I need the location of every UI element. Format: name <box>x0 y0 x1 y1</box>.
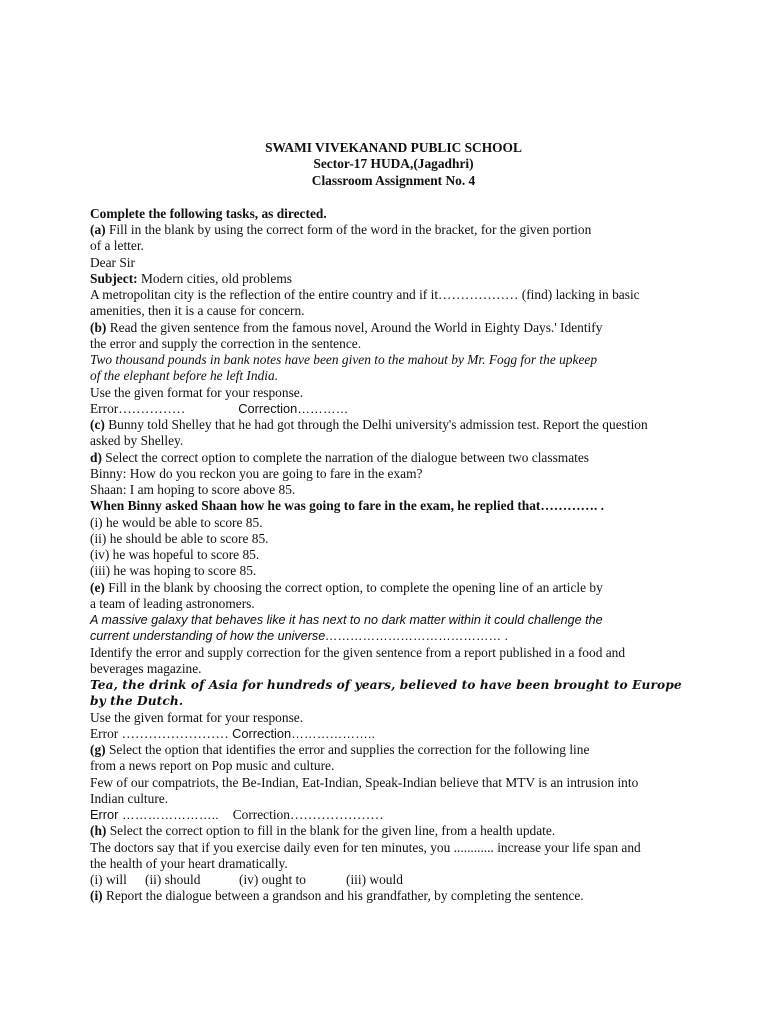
question-i-tag: (i) <box>90 888 103 904</box>
instruction: Complete the following tasks, as directed. <box>90 205 327 221</box>
option-d-4: (iii) he was hoping to score 85. <box>90 563 257 579</box>
salutation: Dear Sir <box>90 254 135 270</box>
question-b-text: Read the given sentence from the famous novel, Around the World in Eighty Days.' Identify <box>106 319 603 335</box>
question-g-text-2: from a news report on Pop music and culture. <box>90 758 335 774</box>
question-e-text: Fill in the blank by choosing the correct option, to complete the opening line of an article by <box>104 579 603 595</box>
question-g-text: Select the option that identifies the error and supplies the correction for the following line <box>105 742 590 757</box>
question-a-text-2: of a letter. <box>90 238 144 254</box>
response-format-e <box>90 726 700 742</box>
identify-e-2: beverages magazine. <box>90 660 202 676</box>
decorative-quote-2: by the Dutch. <box>90 694 184 709</box>
question-h-tag: (h) <box>90 823 107 839</box>
options-h <box>90 872 700 888</box>
option-d-2: (ii) he should be able to score 85. <box>90 530 269 546</box>
quote-b-1: Two thousand pounds in bank notes have been given to the mahout by Mr. Fogg for the upkeep <box>90 352 598 367</box>
error-blank-g: Error ………………….. <box>90 807 219 822</box>
assignment-page <box>90 140 700 905</box>
decorative-quote-1: Tea, the drink of Asia for hundreds of years, believed to have been brought to Europe <box>90 678 682 692</box>
option-d-3: (iv) he was hopeful to score 85. <box>90 547 260 562</box>
response-format-b <box>90 401 700 417</box>
question-g-tag: (g) <box>90 742 106 757</box>
format-b: Use the given format for your response. <box>90 384 304 400</box>
question-a-tag: (a) <box>90 222 106 237</box>
option-h-2: (ii) should <box>145 872 201 887</box>
identify-e-1: Identify the error and supply correction for the given sentence from a report published in a food and <box>90 644 626 660</box>
question-a-text: Fill in the blank by using the correct form of the word in the bracket, for the given portion <box>105 222 592 237</box>
quote-g-2: Indian culture. <box>90 790 169 806</box>
question-h <box>90 823 700 839</box>
quote-g-1: Few of our compatriots, the Be-Indian, Eat-Indian, Speak-Indian believe that MTV is an intrusion into <box>90 774 639 790</box>
option-h-4: (iii) would <box>346 872 403 887</box>
question-b-text-2: the error and supply the correction in the sentence. <box>90 335 362 351</box>
option-d-1: (i) he would be able to score 85. <box>90 514 263 530</box>
subject-text: Modern cities, old problems <box>137 270 292 286</box>
question-c-text: Bunny told Shelley that he had got through the Delhi university's admission test. Report the question <box>104 417 648 432</box>
correction-blank-e: Correction……………….. <box>232 725 376 741</box>
question-e-tag: (e) <box>90 579 105 595</box>
question-c-text-2: asked by Shelley. <box>90 433 184 449</box>
dialogue-shaan: Shaan: I am hoping to score above 85. <box>90 482 296 497</box>
question-e <box>90 580 700 596</box>
correction-blank-b: Correction………… <box>238 400 349 416</box>
error-blank-e: Error …………………… <box>90 725 229 741</box>
question-a <box>90 222 700 238</box>
school-name: SWAMI VIVEKANAND PUBLIC SCHOOL <box>265 140 522 155</box>
quote-b-2: of the elephant before he left India. <box>90 368 279 384</box>
letter-paragraph-1: A metropolitan city is the reflection of the entire country and if it……………… (find) lacking in basic <box>90 287 640 302</box>
option-h-3: (iv) ought to <box>239 872 306 887</box>
subject-line <box>90 271 700 287</box>
question-e-text-2: a team of leading astronomers. <box>90 595 255 611</box>
question-i <box>90 888 700 904</box>
question-c-tag: (c) <box>90 417 105 432</box>
quote-h-1: The doctors say that if you exercise daily even for ten minutes, you ............ increase your life span and <box>90 839 641 855</box>
correction-blank-g: Correction………………… <box>232 807 384 822</box>
question-d-prompt: When Binny asked Shaan how he was going to fare in the exam, he replied that…………. . <box>90 498 604 514</box>
letter-paragraph-2: amenities, then it is a cause for concern. <box>90 303 305 319</box>
question-g <box>90 742 700 758</box>
question-c <box>90 417 700 433</box>
school-location: Sector-17 HUDA,(Jagadhri) <box>313 156 474 172</box>
error-blank-b: Error…………… <box>90 400 186 416</box>
question-h-text: Select the correct option to fill in the blank for the given line, from a health update. <box>106 823 556 839</box>
document-header <box>87 140 700 189</box>
question-d-text: Select the correct option to complete the narration of the dialogue between two classmates <box>101 449 590 465</box>
question-i-text: Report the dialogue between a grandson and his grandfather, by completing the sentence. <box>102 888 584 904</box>
dialogue-binny: Binny: How do you reckon you are going to fare in the exam? <box>90 465 423 481</box>
quote-h-2: the health of your heart dramatically. <box>90 855 288 871</box>
question-d <box>90 450 700 466</box>
subject-label: Subject: <box>90 270 138 286</box>
question-b-tag: (b) <box>90 319 107 335</box>
question-b <box>90 320 700 336</box>
question-d-tag: d) <box>90 449 102 465</box>
format-e: Use the given format for your response. <box>90 709 304 725</box>
response-format-g <box>90 807 700 823</box>
quote-e-2: current understanding of how the universe…………………………………… . <box>90 629 509 644</box>
option-h-1: (i) will <box>90 872 127 887</box>
assignment-title: Classroom Assignment No. 4 <box>311 172 476 188</box>
quote-e-1: A massive galaxy that behaves like it has next to no dark matter within it could challenge the <box>90 613 603 627</box>
